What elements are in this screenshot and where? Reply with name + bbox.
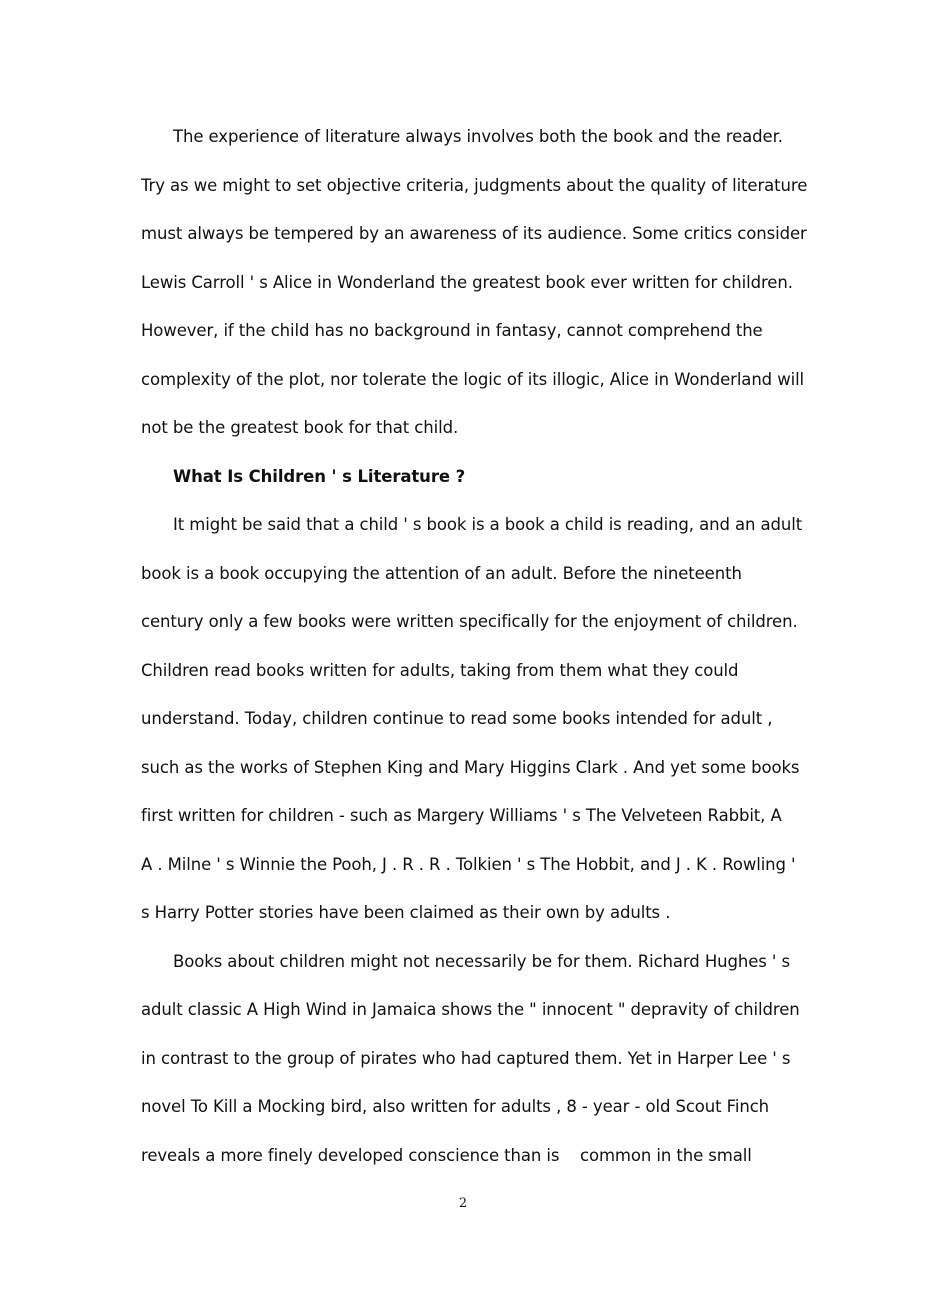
paragraph-2-line-9: s Harry Potter stories have been claimed as their own by adults . <box>141 903 671 922</box>
paragraph-1-line-4: Lewis Carroll ' s Alice in Wonderland the greatest book ever written for children. <box>141 273 793 292</box>
paragraph-1-line-1: The experience of literature always involves both the book and the reader. <box>173 127 783 146</box>
paragraph-2-line-8: A . Milne ' s Winnie the Pooh, J . R . R . Tolkien ' s The Hobbit, and J . K . Rowling ' <box>141 855 796 874</box>
paragraph-2-line-5: understand. Today, children continue to read some books intended for adult , <box>141 709 773 728</box>
paragraph-2-line-1: It might be said that a child ' s book is a book a child is reading, and an adult <box>173 515 803 534</box>
paragraph-3-line-4: novel To Kill a Mocking bird, also written for adults , 8 - year - old Scout Finch <box>141 1097 770 1116</box>
paragraph-2-line-4: Children read books written for adults, taking from them what they could <box>141 661 739 680</box>
paragraph-1-line-5: However, if the child has no background in fantasy, cannot comprehend the <box>141 321 763 340</box>
paragraph-3-line-2: adult classic A High Wind in Jamaica shows the " innocent " depravity of children <box>141 1000 800 1019</box>
paragraph-2-line-3: century only a few books were written specifically for the enjoyment of children. <box>141 612 798 631</box>
paragraph-1-line-3: must always be tempered by an awareness of its audience. Some critics consider <box>141 224 807 243</box>
paragraph-2-line-7: first written for children - such as Margery Williams ' s The Velveteen Rabbit, A <box>141 806 782 825</box>
paragraph-3-line-3: in contrast to the group of pirates who had captured them. Yet in Harper Lee ' s <box>141 1049 791 1068</box>
paragraph-1-line-6: complexity of the plot, nor tolerate the logic of its illogic, Alice in Wonderland will <box>141 370 805 389</box>
section-heading: What Is Children ' s Literature ? <box>173 467 466 486</box>
paragraph-3-line-1: Books about children might not necessarily be for them. Richard Hughes ' s <box>173 952 790 971</box>
paragraph-2-line-6: such as the works of Stephen King and Mary Higgins Clark . And yet some books <box>141 758 800 777</box>
paragraph-1-line-2: Try as we might to set objective criteria, judgments about the quality of literature <box>141 176 808 195</box>
page-number: 2 <box>458 1196 468 1211</box>
paragraph-2-line-2: book is a book occupying the attention of an adult. Before the nineteenth <box>141 564 742 583</box>
paragraph-3-line-5: reveals a more finely developed conscience than is common in the small <box>141 1146 752 1165</box>
paragraph-1-line-7: not be the greatest book for that child. <box>141 418 459 437</box>
